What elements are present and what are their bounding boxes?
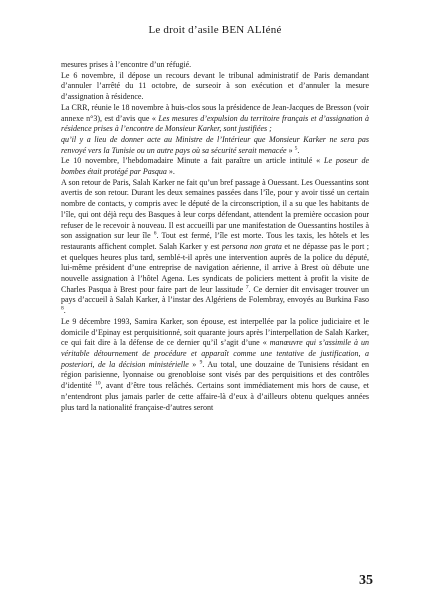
quoted-decision: qu’il y a lieu de donner acte au Ministre de l’Intérieur que Monsieur Karker ne sera pas renvoyé vers la Tunisie ou un autre pays où sa sécurité serait menacée (61, 134, 369, 155)
quoted-decision: Les mesures d’expulsion du territoire français et d’assignation à résidence prises à l’encontre de Monsieur Karker, sont justifiées ; (61, 113, 369, 134)
paragraph: La CRR, réunie le 18 novembre à huis-clos sous la présidence de Jean-Jacques de Bresson (voir annexe n°3), est d’avis que « Les mesures d’expulsion du territoire français et d’assignation à résidence prises à l’encontre de Monsieur Karker, sont justifiées ; qu’il y a lieu de donner acte au Ministre de l’Intérieur que Monsieur Karker ne sera pas renvoyé vers la Tunisie ou un autre pays où sa sécurité serait menacée » $^5$. (61, 102, 369, 155)
page-number: 35 (359, 573, 373, 588)
paragraph: mesures prises à l’encontre d’un réfugié. (61, 60, 192, 69)
paragraph: A son retour de Paris, Salah Karker ne fait qu’un bref passage à Ouessant. Les Ouessantins sont avertis de son retour. Durant les deux semaines passées dans l’île, pour y avoir tissé un certain nombre de contacts, y compris avec le député de la circonscription, il a su que les habitants de l’île, qui ont déjà reçu des Basques à leur corps défendant, attendent la première occasion pour refuser de le recevoir à nouveau. Il est accueilli par une manifestation de Ouessantins hostiles à son assignation sur leur île $^6$. Tout est fermé, l’île est morte. Tous les taxis, les hôtels et les restaurants affichent complet. Salah Karker y est persona non grata et ne dépasse pas le port ; et quelques heures plus tard, semblé-t-il après une intervention auprès de la police du député, lui-même président d’une entreprise de navigation aérienne, il arrive à Brest où débute une nouvelle assignation à l’hôtel Agena. Les syndicats de policiers mettent à profit la visite de Charles Pasqua à Brest pour faire part de leur lassitude $^7$. Ce dernier dit envisager trouver un pays d’accueil à Salah Karker, à l’instar des Algériens de Folembray, envoyés au Burkina Faso $^8$. (61, 177, 369, 316)
paragraph: Le 9 décembre 1993, Samira Karker, son épouse, est interpellée par la police judiciaire et le domicile d’Epinay est perquisitionné, soit quarante jours après l’interpellation de Salah Karker, ce qui fait dire à la défense de ce dernier qu’il s’agit d’une « manœuvre qui s’assimile à un véritable détournement de procédure et apparaît comme une tentative de justification, a posteriori, de la décision ministérielle » $^9$. Au total, une douzaine de Tunisiens résidant en région parisienne, lyonnaise ou grenobloise sont visés par des perquisitions et des contrôles d’identité $^{10}$, avant d’être tous relâchés. Certains sont immédiatement mis hors de cause, et n’entendront plus jamais parler de cette affaire-là d’eux à d’ailleurs obtenu quelques années plus tard la nationalité française-d’autres seront (61, 316, 370, 412)
footnote-ref: 6 (153, 230, 157, 237)
footnote-ref: 9 (199, 359, 203, 366)
paragraph: Le 10 novembre, l’hebdomadaire Minute a fait paraître un article intitulé « Le poseur de bombes était protégé par Pasqua ». (61, 156, 369, 177)
body-text (61, 60, 369, 413)
article-title: Le poseur de bombes était protégé par Pasqua (61, 156, 369, 177)
footnote-ref: 10 (95, 380, 101, 387)
paragraph: Le 6 novembre, il dépose un recours devant le tribunal administratif de Paris demandant d’annuler l’arrêté du 11 octobre, de surseoir à son exécution et d’annuler la mesure d’assignation à résidence. (61, 70, 369, 102)
footnote-ref: 8 (61, 305, 64, 312)
footnote-ref: 7 (245, 284, 249, 291)
running-title: Le droit d’asile BEN ALIéné (148, 24, 282, 36)
footnote-ref: 5 (294, 144, 298, 151)
